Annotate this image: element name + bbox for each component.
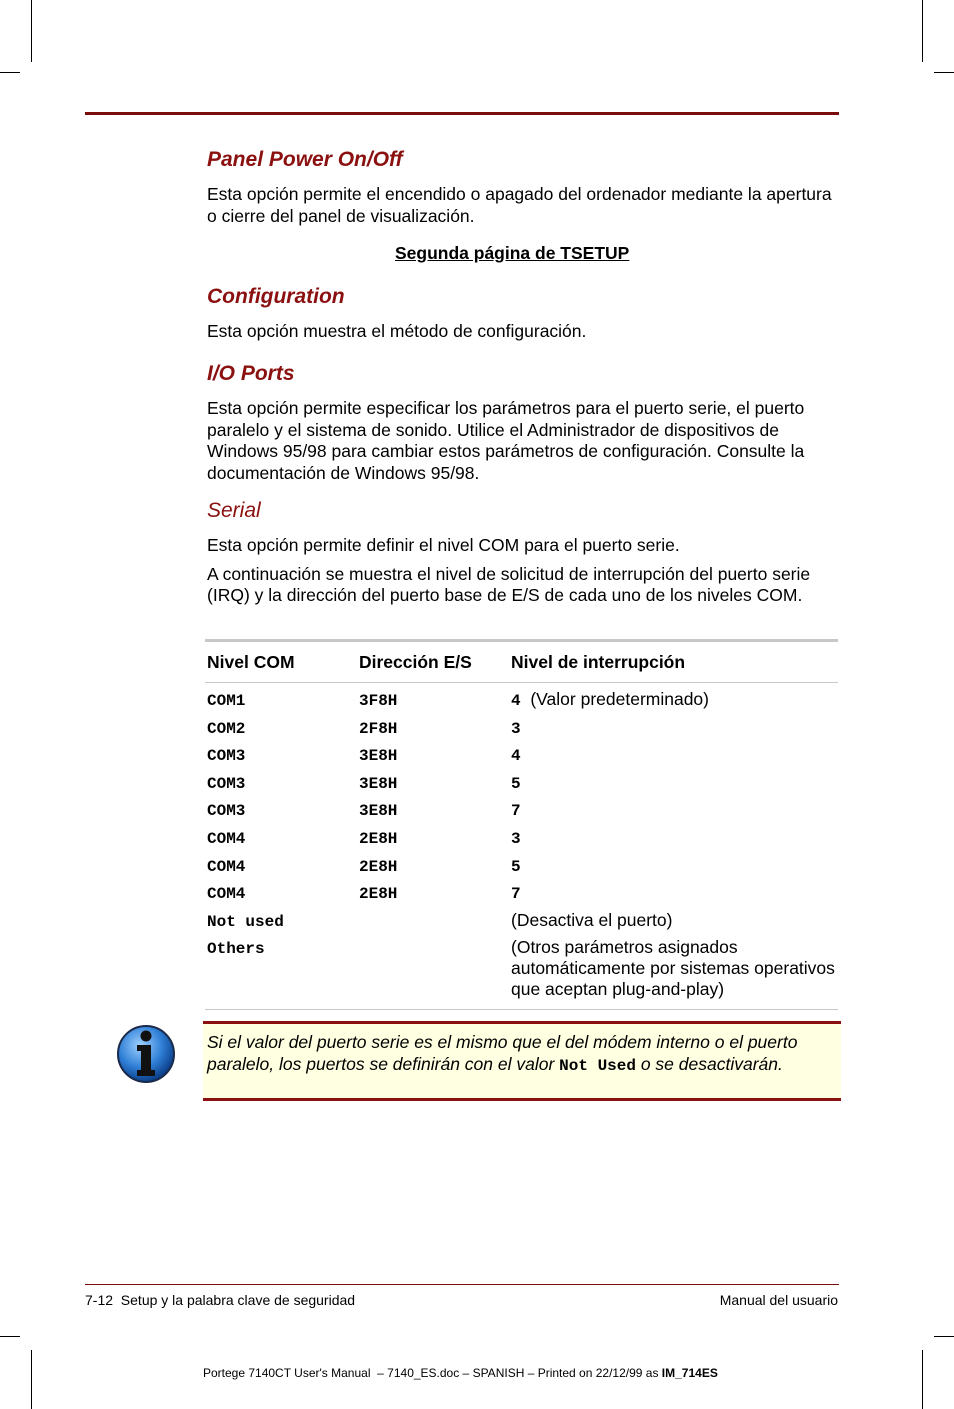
serial-text-2: A continuación se muestra el nivel de solicitud de interrupción del puerto serie (IRQ) y la dirección del puerto base de E/S de cada uno de los niveles COM. — [207, 563, 811, 605]
cell-address — [357, 799, 509, 827]
cell-com — [205, 855, 357, 883]
cell-com — [205, 937, 357, 1010]
cell-address — [357, 855, 509, 883]
cell-address — [357, 717, 509, 745]
crop-mark — [934, 72, 954, 73]
cell-com — [205, 827, 357, 855]
address-value: 3E8H — [359, 774, 398, 793]
info-note-box — [203, 1021, 841, 1101]
cell-com — [205, 683, 357, 717]
irq-value: 5 — [511, 857, 521, 876]
header-rule — [85, 112, 839, 115]
address-value: 3E8H — [359, 747, 398, 766]
cell-irq — [509, 683, 838, 717]
serial-heading: Serial — [207, 499, 261, 522]
header-interrupcion: Nivel de interrupción — [509, 641, 838, 683]
irq-value: 4 — [511, 692, 521, 710]
cell-irq — [509, 910, 838, 938]
irq-note: (Valor predeterminado) — [530, 689, 709, 709]
cell-irq — [509, 937, 838, 1010]
com-value: Not used — [207, 912, 284, 931]
table-row — [205, 799, 838, 827]
configuration-heading: Configuration — [207, 285, 345, 308]
serial-text-1: Esta opción permite definir el nivel COM para el puerto serie. — [207, 535, 680, 555]
table-row — [205, 910, 838, 938]
note-text — [207, 1032, 827, 1077]
cell-address — [357, 910, 509, 938]
section-configuration — [207, 283, 837, 343]
address-value: 2E8H — [359, 857, 398, 876]
crop-mark — [922, 0, 923, 62]
cell-irq — [509, 882, 838, 910]
address-value: 3E8H — [359, 802, 398, 821]
cell-com — [205, 772, 357, 800]
address-value: 2F8H — [359, 719, 398, 738]
crop-mark — [934, 1336, 954, 1337]
section-panel-power — [207, 146, 837, 227]
cell-irq — [509, 827, 838, 855]
crop-mark — [0, 1336, 20, 1337]
irq-value: 5 — [511, 774, 521, 793]
address-value: 3F8H — [359, 692, 398, 710]
cell-address — [357, 827, 509, 855]
table-row — [205, 855, 838, 883]
cell-address — [357, 937, 509, 1010]
info-icon — [114, 1022, 178, 1086]
com-value: COM3 — [207, 747, 246, 766]
print-info — [203, 1366, 718, 1380]
table-row — [205, 772, 838, 800]
table-row — [205, 937, 838, 1010]
note-text-after: o se desactivarán. — [635, 1053, 783, 1074]
crop-mark — [922, 1350, 923, 1409]
cell-address — [357, 772, 509, 800]
com-value: COM3 — [207, 802, 246, 821]
irq-note: (Otros parámetros asignados automáticamente por sistemas operativos que aceptan plug-and-play) — [511, 937, 835, 1000]
cell-address — [357, 744, 509, 772]
header-nivel-com: Nivel COM — [205, 641, 357, 683]
cell-com — [205, 717, 357, 745]
com-table — [205, 639, 838, 1010]
configuration-text: Esta opción muestra el método de configuración. — [207, 321, 587, 341]
footer-rule — [85, 1284, 839, 1285]
cell-com — [205, 910, 357, 938]
table-row — [205, 744, 838, 772]
crop-mark — [31, 1350, 32, 1409]
irq-note: (Desactiva el puerto) — [511, 909, 673, 930]
print-info-text: Portege 7140CT User's Manual – 7140_ES.doc – SPANISH – Printed on 22/12/99 as — [203, 1366, 662, 1380]
table-row — [205, 827, 838, 855]
note-code: Not Used — [559, 1056, 636, 1075]
note-text-before: Si el valor del puerto serie es el mismo que el del módem interno o el puerto paralelo, los puertos se definirán con el valor — [207, 1032, 798, 1074]
com-value: COM3 — [207, 774, 246, 793]
com-value: COM4 — [207, 829, 246, 848]
cell-com — [205, 882, 357, 910]
header-direccion: Dirección E/S — [357, 641, 509, 683]
section-serial — [207, 497, 837, 607]
panel-power-heading: Panel Power On/Off — [207, 148, 403, 171]
io-ports-text: Esta opción permite especificar los parámetros para el puerto serie, el puerto paralelo y el sistema de sonido. Utilice el Administrador de dispositivos de Windows 95/98 para cambiar estos parámetros de configuración. Consulte la documentación de Windows 95/98. — [207, 398, 805, 483]
address-value: 2E8H — [359, 829, 398, 848]
table-row — [205, 882, 838, 910]
irq-value: 7 — [511, 885, 521, 904]
table-body — [205, 683, 838, 1010]
cell-address — [357, 683, 509, 717]
com-value: Others — [207, 940, 265, 959]
table-row — [205, 683, 838, 717]
cell-address — [357, 882, 509, 910]
table-row — [205, 717, 838, 745]
footer-section-title: 7-12 Setup y la palabra clave de seguridad — [85, 1292, 356, 1308]
section-io-ports — [207, 360, 837, 484]
table-header-row — [205, 641, 838, 683]
cell-irq — [509, 855, 838, 883]
com-value: COM1 — [207, 692, 246, 710]
cell-irq — [509, 744, 838, 772]
cell-irq — [509, 772, 838, 800]
io-ports-heading: I/O Ports — [207, 362, 295, 385]
footer-manual-title: Manual del usuario — [719, 1292, 838, 1308]
com-value: COM2 — [207, 719, 246, 738]
cell-irq — [509, 799, 838, 827]
irq-value: 4 — [511, 747, 521, 766]
crop-mark — [0, 72, 20, 73]
irq-value: 3 — [511, 829, 521, 848]
com-value: COM4 — [207, 885, 246, 904]
second-page-heading: Segunda página de TSETUP — [395, 243, 630, 263]
cell-com — [205, 799, 357, 827]
crop-mark — [31, 0, 32, 62]
cell-com — [205, 744, 357, 772]
irq-value: 7 — [511, 802, 521, 821]
com-value: COM4 — [207, 857, 246, 876]
panel-power-text: Esta opción permite el encendido o apagado del ordenador mediante la apertura o cierre del panel de visualización. — [207, 184, 832, 226]
cell-irq — [509, 717, 838, 745]
address-value: 2E8H — [359, 885, 398, 904]
print-info-code: IM_714ES — [661, 1366, 718, 1380]
irq-value: 3 — [511, 719, 521, 738]
